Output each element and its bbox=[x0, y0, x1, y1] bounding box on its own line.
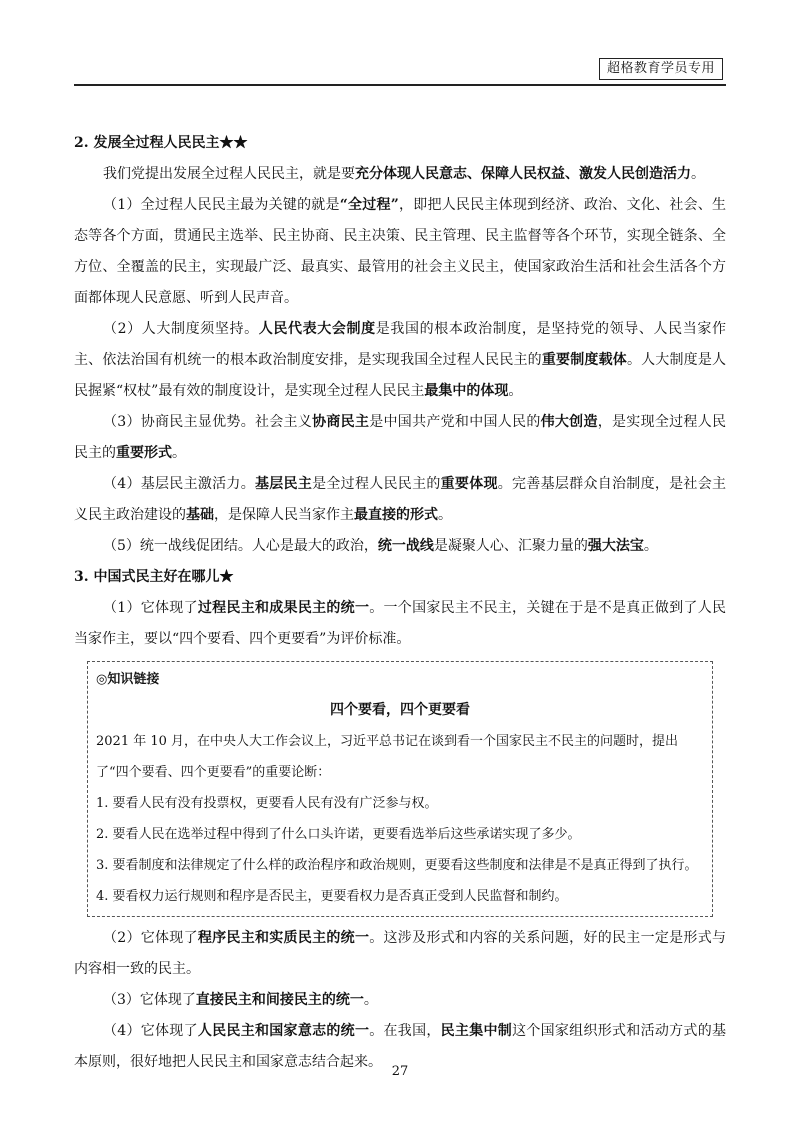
section-2-point-3: （3）协商民主显优势。社会主义协商民主是中国共产党和中国人民的伟大创造，是实现全过程人民民主的重要形式。 bbox=[74, 414, 726, 461]
knowledge-link-item: 2. 要看人民在选举过程中得到了什么口头许诺，更要看选举后这些承诺实现了多少。 bbox=[96, 827, 581, 842]
section-3-point-3: （3）它体现了直接民主和间接民主的统一。 bbox=[103, 992, 378, 1008]
header-badge: 超格教育学员专用 bbox=[599, 58, 723, 80]
section-2-point-2: （2）人大制度须坚持。人民代表大会制度是我国的根本政治制度，是坚持党的领导、人民当家作主、依法治国有机统一的根本政治制度安排，是实现我国全过程人民民主的重要制度载体。人大制度是人民握紧“权杖”最有效的制度设计，是实现全过程人民民主最集中的体现。 bbox=[74, 321, 727, 399]
section-3-heading: 3. 中国式民主好在哪儿★ bbox=[74, 569, 234, 585]
section-3-point-4: （4）它体现了人民民主和国家意志的统一。在我国，民主集中制这个国家组织形式和活动方式的基本原则，很好地把人民民主和国家意志结合起来。 bbox=[74, 1023, 726, 1070]
section-2-point-5: （5）统一战线促团结。人心是最大的政治，统一战线是凝聚人心、汇聚力量的强大法宝。 bbox=[103, 538, 658, 554]
section-2-point-1: （1）全过程人民民主最为关键的就是“全过程”，即把人民民主体现到经济、政治、文化、社会、生态等各个方面，贯通民主选举、民主协商、民主决策、民主管理、民主监督等各个环节，实现全链条、全方位、全覆盖的民主，实现最广泛、最真实、最管用的社会主义民主，使国家政治生活和社会生活各个方面都体现人民意愿、听到人民声音。 bbox=[74, 197, 726, 306]
page-content bbox=[74, 128, 726, 1078]
section-3-point-1: （1）它体现了过程民主和成果民主的统一。一个国家民主不民主，关键在于是不是真正做到了人民当家作主，要以“四个要看、四个更要看”为评价标准。 bbox=[74, 600, 726, 647]
header-divider bbox=[74, 84, 726, 86]
knowledge-link-label: ◎知识链接 bbox=[96, 672, 160, 687]
knowledge-link-item: 1. 要看人民有没有投票权，更要看人民有没有广泛参与权。 bbox=[96, 796, 438, 811]
page-number: 27 bbox=[391, 1064, 409, 1079]
section-2-heading: 2. 发展全过程人民民主★★ bbox=[74, 135, 248, 151]
knowledge-link-item: 4. 要看权力运行规则和程序是否民主，更要看权力是否真正受到人民监督和制约。 bbox=[96, 889, 568, 904]
section-3-point-2: （2）它体现了程序民主和实质民主的统一。这涉及形式和内容的关系问题，好的民主一定是形式与内容相一致的民主。 bbox=[74, 930, 726, 977]
knowledge-link-item: 3. 要看制度和法律规定了什么样的政治程序和政治规则，更要看这些制度和法律是不是真正得到了执行。 bbox=[96, 858, 698, 873]
knowledge-link-title: 四个要看，四个更要看 bbox=[330, 702, 470, 718]
knowledge-link-box bbox=[87, 661, 713, 917]
knowledge-link-intro: 2021 年 10 月，在中央人大工作会议上，习近平总书记在谈到看一个国家民主不民主的问题时，提出了“四个要看、四个更要看”的重要论断： bbox=[96, 734, 679, 780]
section-2-intro: 我们党提出发展全过程人民民主，就是要充分体现人民意志、保障人民权益、激发人民创造活力。 bbox=[103, 166, 705, 182]
section-2-point-4: （4）基层民主激活力。基层民主是全过程人民民主的重要体现。完善基层群众自治制度，是社会主义民主政治建设的基础，是保障人民当家作主最直接的形式。 bbox=[74, 476, 726, 523]
